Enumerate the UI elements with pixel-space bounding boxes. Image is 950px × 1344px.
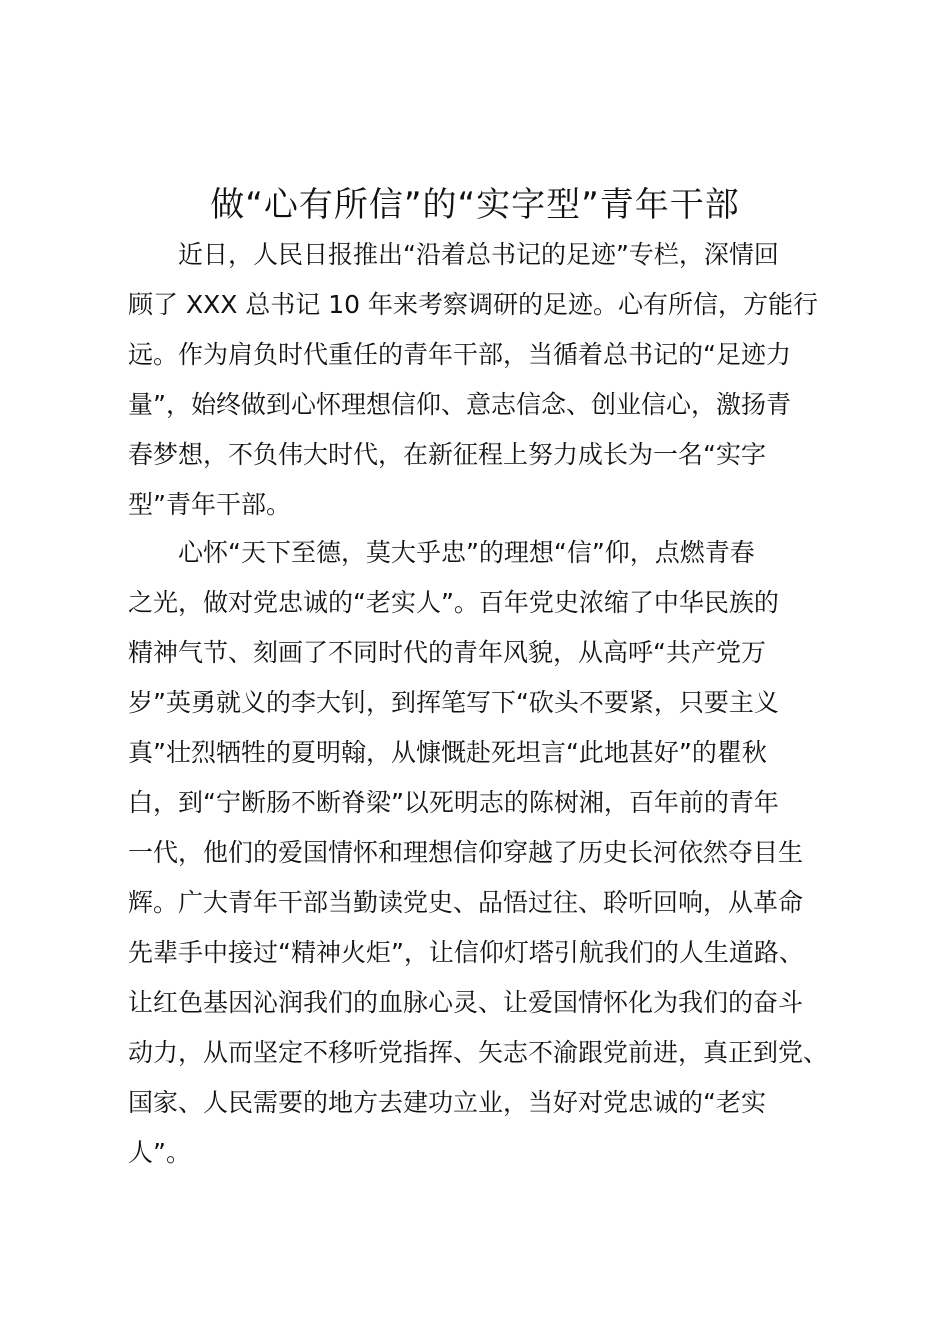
document-title: 做“心有所信”的“实字型”青年干部 xyxy=(210,185,740,225)
paragraph-line: 精神气节、刻画了不同时代的青年风貌，从高呼“共产党万 xyxy=(128,638,766,667)
paragraph-line: 心怀“天下至德，莫大乎忠”的理想“信”仰，点燃青春 xyxy=(178,538,755,567)
paragraph-line: 国家、人民需要的地方去建功立业，当好对党忠诚的“老实 xyxy=(128,1088,766,1117)
paragraph-line: 岁”英勇就义的李大钊，到挥笔写下“砍头不要紧，只要主义 xyxy=(128,688,779,717)
paragraph-line: 让红色基因沁润我们的血脉心灵、让爱国情怀化为我们的奋斗 xyxy=(128,988,804,1017)
paragraph-2 xyxy=(128,528,838,1178)
paragraph-line: 顾了 XXX 总书记 10 年来考察调研的足迹。心有所信，方能行 xyxy=(128,290,818,319)
paragraph-line: 辉。广大青年干部当勤读党史、品悟过往、聆听回响，从革命 xyxy=(128,888,804,917)
paragraph-line: 一代，他们的爱国情怀和理想信仰穿越了历史长河依然夺目生 xyxy=(128,838,804,867)
paragraph-line: 真”壮烈牺牲的夏明翰，从慷慨赴死坦言“此地甚好”的瞿秋 xyxy=(128,738,767,767)
paragraph-line: 量”，始终做到心怀理想信仰、意志信念、创业信心，激扬青 xyxy=(128,390,791,419)
paragraph-line: 白，到“宁断肠不断脊梁”以死明志的陈树湘，百年前的青年 xyxy=(128,788,779,817)
paragraph-line: 之光，做对党忠诚的“老实人”。百年党史浓缩了中华民族的 xyxy=(128,588,779,617)
paragraph-1 xyxy=(128,230,838,530)
paragraph-line: 先辈手中接过“精神火炬”，让信仰灯塔引航我们的人生道路、 xyxy=(128,938,804,967)
paragraph-line: 春梦想，不负伟大时代，在新征程上努力成长为一名“实字 xyxy=(128,440,766,469)
paragraph-line: 型”青年干部。 xyxy=(128,490,291,519)
paragraph-line: 远。作为肩负时代重任的青年干部，当循着总书记的“足迹力 xyxy=(128,340,791,369)
paragraph-line: 人”。 xyxy=(128,1138,191,1167)
paragraph-line: 动力，从而坚定不移听党指挥、矢志不渝跟党前进，真正到党、 xyxy=(128,1038,829,1067)
paragraph-line: 近日，人民日报推出“沿着总书记的足迹”专栏，深情回 xyxy=(178,240,779,269)
